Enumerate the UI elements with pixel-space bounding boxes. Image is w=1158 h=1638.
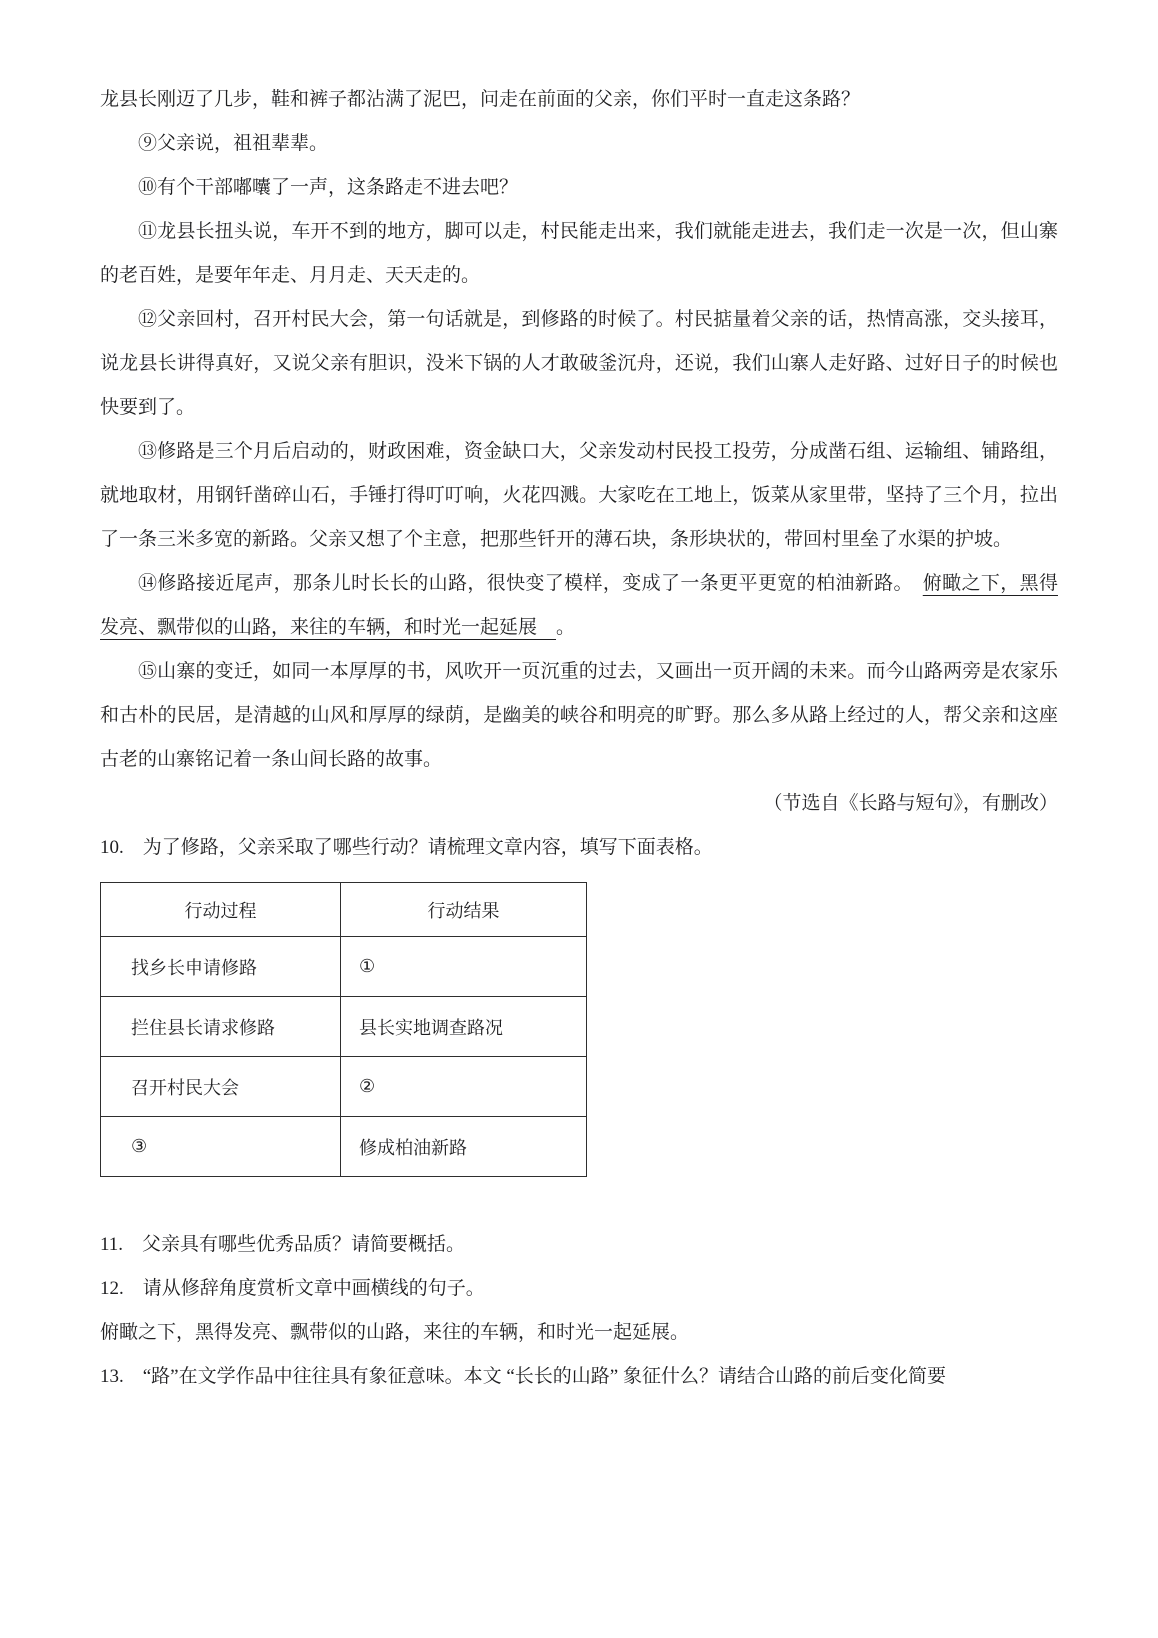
paragraph-10: ⑩有个干部嘟囔了一声，这条路走不进去吧？ <box>138 177 519 198</box>
paragraph-continuation: 龙县长刚迈了几步，鞋和裤子都沾满了泥巴，问走在前面的父亲，你们平时一直走这条路？ <box>100 89 861 110</box>
quoted-sentence: 俯瞰之下，黑得发亮、飘带似的山路，来往的车辆，和时光一起延展。 <box>100 1322 690 1343</box>
paragraph-12: ⑫父亲回村，召开村民大会，第一句话就是，到修路的时候了。村民掂量着父亲的话，热情高涨，交头接耳，说龙县长讲得真好，又说父亲有胆识，没米下锅的人才敢破釜沉舟，还说，我们山寨人走好路、过好日子的时候也快要到了。 <box>100 309 1058 418</box>
table-cell: 找乡长申请修路 <box>101 937 341 997</box>
table-row <box>101 1057 587 1117</box>
table-cell: 召开村民大会 <box>101 1057 341 1117</box>
paragraph-13: ⑬修路是三个月后启动的，财政困难，资金缺口大，父亲发动村民投工投劳，分成凿石组、运输组、铺路组，就地取材，用钢钎凿碎山石，手锤打得叮叮响，火花四溅。大家吃在工地上，饭菜从家里带，坚持了三个月，拉出了一条三米多宽的新路。父亲又想了个主意，把那些钎开的薄石块，条形块状的，带回村里垒了水渠的护坡。 <box>100 441 1058 550</box>
action-table <box>100 882 587 1177</box>
table-cell: ③ <box>101 1117 341 1177</box>
question-12: 12. 请从修辞角度赏析文章中画横线的句子。 <box>100 1278 485 1299</box>
table-row <box>101 937 587 997</box>
table-cell: 县长实地调查路况 <box>341 997 587 1057</box>
source-note: （节选自《长路与短句》，有删改） <box>763 793 1058 814</box>
question-11: 11. 父亲具有哪些优秀品质？请简要概括。 <box>100 1234 466 1255</box>
table-header-row <box>101 883 587 937</box>
table-cell: 拦住县长请求修路 <box>101 997 341 1057</box>
table-cell: ② <box>341 1057 587 1117</box>
question-10: 10. 为了修路，父亲采取了哪些行动？请梳理文章内容，填写下面表格。 <box>100 837 713 858</box>
table-row <box>101 1117 587 1177</box>
question-13: 13. “路”在文学作品中往往具有象征意味。本文 “长长的山路” 象征什么？请结合山路的前后变化简要 <box>100 1366 946 1387</box>
table-header-process: 行动过程 <box>101 883 341 937</box>
paragraph-14 <box>100 562 1058 650</box>
paragraph-9: ⑨父亲说，祖祖辈辈。 <box>138 133 329 154</box>
paragraph-15: ⑮山寨的变迁，如同一本厚厚的书，风吹开一页沉重的过去，又画出一页开阔的未来。而今山路两旁是农家乐和古朴的民居，是清越的山风和厚厚的绿荫，是幽美的峡谷和明亮的旷野。那么多从路上经过的人，帮父亲和这座古老的山寨铭记着一条山间长路的故事。 <box>100 661 1058 770</box>
paragraph-11: ⑪龙县长扭头说，车开不到的地方，脚可以走，村民能走出来，我们就能走进去，我们走一次是一次，但山寨的老百姓，是要年年走、月月走、天天走的。 <box>100 221 1058 286</box>
paragraph-14-tail: 。 <box>556 617 576 638</box>
table-cell: ① <box>341 937 587 997</box>
paragraph-14-normal-text: ⑭修路接近尾声，那条儿时长长的山路，很快变了模样，变成了一条更平更宽的柏油新路。 <box>138 573 923 594</box>
table-cell: 修成柏油新路 <box>341 1117 587 1177</box>
underlined-sentence: 俯瞰之下，黑得发亮、飘带似的山路，来往的车辆，和时光一起延展 <box>100 573 1058 638</box>
table-header-result: 行动结果 <box>341 883 587 937</box>
table-row <box>101 997 587 1057</box>
